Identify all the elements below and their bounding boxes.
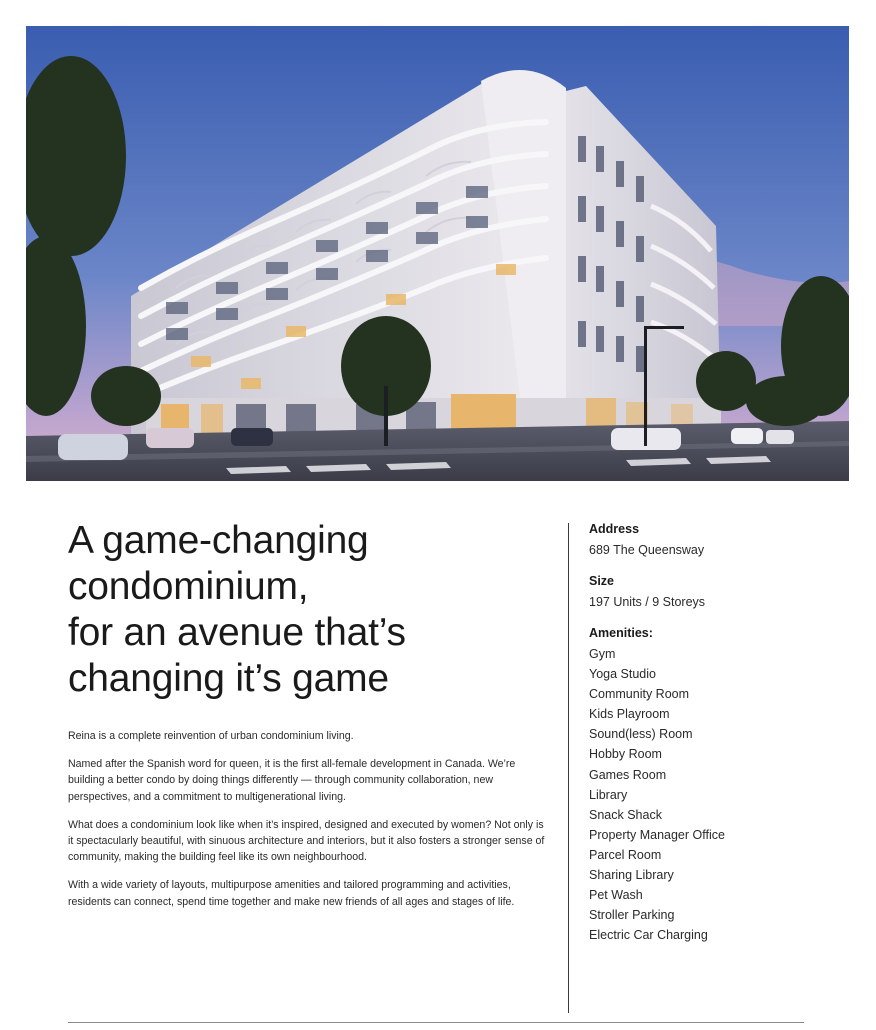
size-block [589,573,849,612]
details-sidebar [589,521,849,958]
address-value: 689 The Queensway [589,543,705,557]
column-divider [568,523,569,1013]
size-value: 197 Units / 9 Storeys [589,595,706,609]
address-label: Address [589,522,640,536]
amenity-item: Electric Car Charging [589,928,708,943]
amenity-item: Property Manager Office [589,827,725,842]
body-paragraph-community: With a wide variety of layouts, multipurpose amenities and tailored programming and activities, residents can connect, spend time together and make new friends of all ages and stages of life. [68,879,515,908]
page-headline [68,518,406,702]
headline-line-2: condominium, [68,565,309,608]
amenity-item: Yoga Studio [589,667,656,682]
body-paragraph-intro: Reina is a complete reinvention of urban condominium living. [68,730,354,742]
building-rendering-illustration [26,26,849,481]
headline-line-4: changing it’s game [68,657,389,700]
amenity-item: Games Room [589,767,667,782]
body-paragraph-name: Named after the Spanish word for queen, it is the first all-female development in Canada. We’re building a better condo by doing things differently — through community collaboration, new perspectives, and a commitment to multigenerational living. [68,758,516,803]
amenities-label: Amenities: [589,626,653,640]
amenities-list [589,644,849,945]
address-block [589,521,849,560]
amenity-item: Pet Wash [589,888,643,903]
amenity-item: Parcel Room [589,847,662,862]
hero-building-rendering [26,26,849,481]
amenity-item: Hobby Room [589,747,662,762]
footer-rule [68,1022,804,1023]
size-label: Size [589,574,615,588]
amenity-item: Snack Shack [589,807,662,822]
body-paragraph-design: What does a condominium look like when it’s inspired, designed and executed by women? Not only is it spectacularly beautiful, with sinuous architecture and interiors, but it also fosters a stronger sense of community, making the building feel like its own neighbourhood. [68,818,545,864]
amenity-item: Community Room [589,687,690,702]
amenity-item: Kids Playroom [589,707,670,722]
amenity-item: Stroller Parking [589,908,675,923]
body-copy [68,728,548,922]
headline-line-1: A game-changing [68,519,369,562]
headline-line-3: for an avenue that’s [68,611,406,654]
amenity-item: Library [589,787,628,802]
amenities-block [589,625,849,945]
amenity-item: Gym [589,647,616,661]
amenity-item: Sharing Library [589,868,674,883]
amenity-item: Sound(less) Room [589,727,693,742]
